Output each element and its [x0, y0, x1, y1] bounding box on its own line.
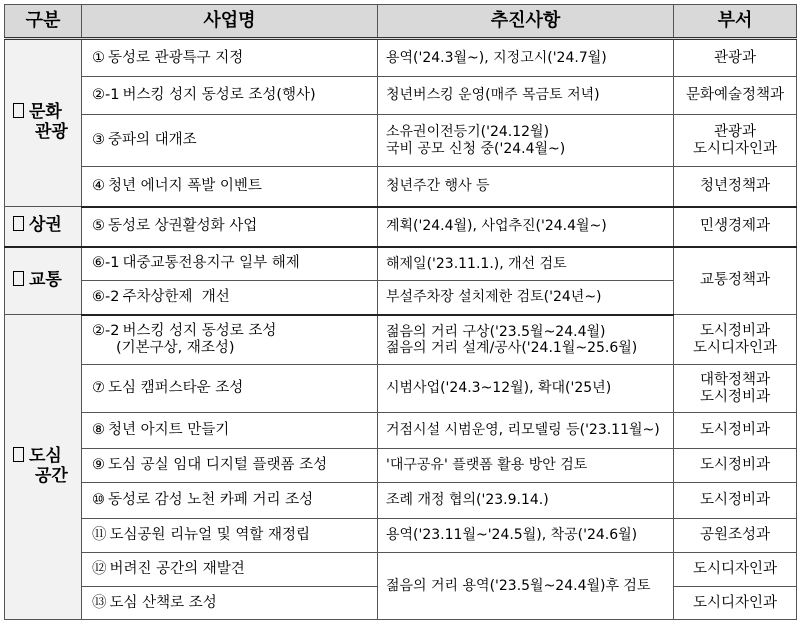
table-row: [5, 449, 797, 483]
project-name: ④ 청년 에너지 폭발 이벤트: [82, 167, 378, 207]
progress-cell: 청년주간 행사 등: [378, 167, 674, 207]
department-cell: 민생경제과: [674, 207, 797, 247]
project-name: ⑧ 청년 아지트 만들기: [82, 413, 378, 449]
project-name: ⑫ 버려진 공간의 재발견: [82, 553, 378, 587]
table-row: [5, 207, 797, 247]
table-row: [5, 315, 797, 365]
project-name: ⑬ 도심 산책로 조성: [82, 587, 378, 620]
progress-cell: 젊음의 거리 구상('23.5월~24.4월) 젊음의 거리 설계/공사('24.1월~25.6월): [378, 315, 674, 365]
progress-cell: 용역('24.3월~), 지정고시('24.7월): [378, 39, 674, 77]
header-department: 부서: [674, 5, 797, 39]
table-row: [5, 39, 797, 77]
checkbox-icon: [13, 216, 24, 231]
department-cell: 도시정비과 도시디자인과: [674, 315, 797, 365]
table-row: [5, 413, 797, 449]
project-name: ① 동성로 관광특구 지정: [82, 39, 378, 77]
progress-cell: 해제일('23.11.1.), 개선 검토: [378, 247, 674, 281]
department-cell: 도시정비과: [674, 449, 797, 483]
progress-cell: 계획('24.4월), 사업추진('24.4월~): [378, 207, 674, 247]
checkbox-icon: [13, 103, 24, 118]
checkbox-icon: [13, 447, 24, 462]
progress-cell: 조례 개정 협의('23.9.14.): [378, 483, 674, 519]
project-table: [4, 4, 797, 620]
category-culture-tourism: 문화 관광: [5, 39, 82, 207]
department-cell: 청년정책과: [674, 167, 797, 207]
table-row: [5, 365, 797, 413]
progress-cell: 부설주차장 설치제한 검토('24년~): [378, 281, 674, 315]
department-cell: 문화예술정책과: [674, 77, 797, 115]
progress-cell: 젊음의 거리 용역('23.5월~24.4월)후 검토: [378, 553, 674, 620]
department-cell: 도시디자인과: [674, 587, 797, 620]
department-cell: 관광과: [674, 39, 797, 77]
table-row: [5, 167, 797, 207]
table-row: [5, 77, 797, 115]
category-commerce: 상권: [5, 207, 82, 247]
project-name: ⑦ 도심 캠퍼스타운 조성: [82, 365, 378, 413]
header-project: 사업명: [82, 5, 378, 39]
progress-cell: '대구공유' 플랫폼 활용 방안 검토: [378, 449, 674, 483]
department-cell: 도시정비과: [674, 483, 797, 519]
department-cell: 도시정비과: [674, 413, 797, 449]
category-downtown-space: 도심 공간: [5, 315, 82, 620]
progress-cell: 거점시설 시범운영, 리모델링 등('23.11월~): [378, 413, 674, 449]
progress-cell: 청년버스킹 운영(매주 목금토 저녁): [378, 77, 674, 115]
project-name: ⑤ 동성로 상권활성화 사업: [82, 207, 378, 247]
project-name: ②-1 버스킹 성지 동성로 조성(행사): [82, 77, 378, 115]
project-name: ⑨ 도심 공실 임대 디지털 플랫폼 조성: [82, 449, 378, 483]
project-name: ③ 중파의 대개조: [82, 115, 378, 167]
department-cell: 대학정책과 도시정비과: [674, 365, 797, 413]
table-row: [5, 553, 797, 587]
progress-cell: 시범사업('24.3~12월), 확대('25년): [378, 365, 674, 413]
category-traffic: 교통: [5, 247, 82, 315]
project-name: ⑩ 동성로 감성 노천 카페 거리 조성: [82, 483, 378, 519]
table-row: [5, 519, 797, 553]
progress-cell: 소유권이전등기('24.12월) 국비 공모 신청 중('24.4월~): [378, 115, 674, 167]
project-name: ②-2 버스킹 성지 동성로 조성 (기본구상, 재조성): [82, 315, 378, 365]
header-progress: 추진사항: [378, 5, 674, 39]
project-name: ⑥-1 대중교통전용지구 일부 해제: [82, 247, 378, 281]
department-cell: 관광과 도시디자인과: [674, 115, 797, 167]
table-row: [5, 115, 797, 167]
table-row: [5, 483, 797, 519]
department-cell: 도시디자인과: [674, 553, 797, 587]
department-cell: 공원조성과: [674, 519, 797, 553]
header-row: [5, 5, 797, 39]
progress-cell: 용역('23.11월~'24.5월), 착공('24.6월): [378, 519, 674, 553]
department-cell: 교통정책과: [674, 247, 797, 315]
header-category: 구분: [5, 5, 82, 39]
project-name: ⑥-2 주차상한제 개선: [82, 281, 378, 315]
checkbox-icon: [13, 271, 24, 286]
project-name: ⑪ 도심공원 리뉴얼 및 역할 재정립: [82, 519, 378, 553]
table-row: [5, 247, 797, 281]
